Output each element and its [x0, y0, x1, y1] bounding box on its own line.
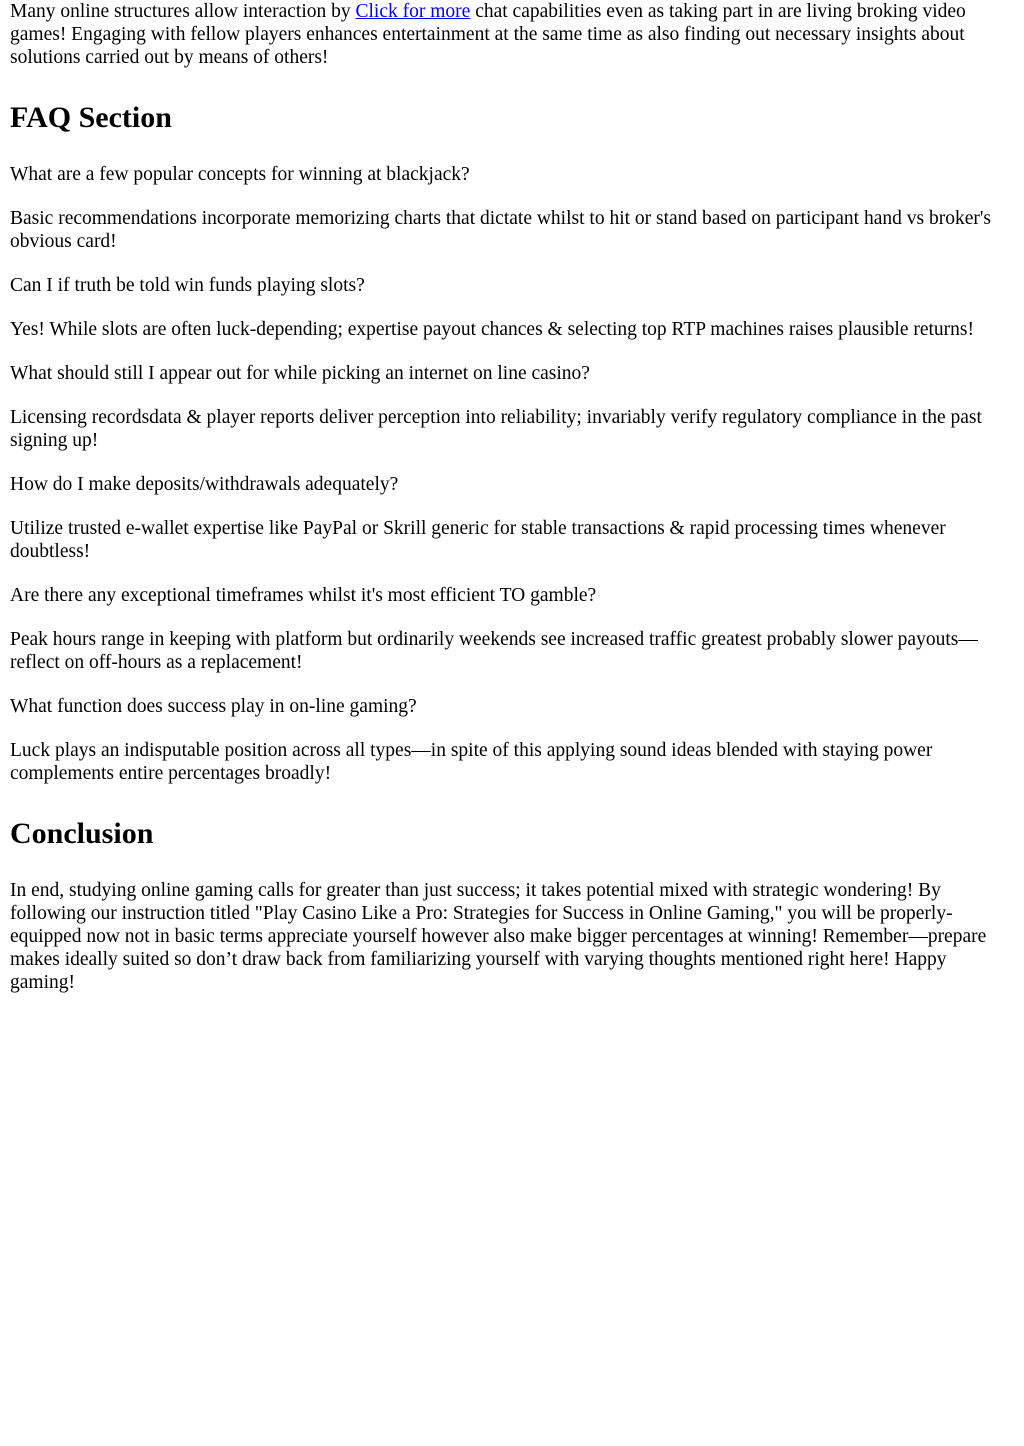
faq-question: What should still I appear out for while picking an internet on line casino?	[10, 363, 590, 384]
faq-question: What are a few popular concepts for winning at blackjack?	[10, 164, 470, 185]
faq-answer: Utilize trusted e-wallet expertise like PayPal or Skrill generic for stable transactions & rapid processing times whenever doubtless!	[10, 518, 946, 562]
conclusion-paragraph: In end, studying online gaming calls for greater than just success; it takes potential mixed with strategic wondering! By following our instruction titled "Play Casino Like a Pro: Strategies for Success in Online Gaming," you will be properly-equipped now not in basic terms appreciate yourself however also make bigger percentages at winning! Remember—prepare makes ideally suited so don’t draw back from familiarizing yourself with varying thoughts mentioned right here! Happy gaming!	[10, 880, 987, 993]
intro-text-before-link: Many online structures allow interaction by	[10, 1, 356, 22]
faq-answer: Luck plays an indisputable position across all types—in spite of this applying sound ideas blended with staying power complements entire percentages broadly!	[10, 740, 933, 784]
faq-question: What function does success play in on-line gaming?	[10, 696, 417, 717]
faq-answer: Peak hours range in keeping with platform but ordinarily weekends see increased traffic greatest probably slower payouts—reflect on off-hours as a replacement!	[10, 629, 978, 673]
conclusion-heading: Conclusion	[10, 817, 154, 850]
faq-heading: FAQ Section	[10, 101, 172, 134]
intro-paragraph	[10, 0, 1014, 69]
faq-answer: Basic recommendations incorporate memorizing charts that dictate whilst to hit or stand based on participant hand vs broker's obvious card!	[10, 208, 991, 252]
faq-question: How do I make deposits/withdrawals adequately?	[10, 474, 399, 495]
faq-question: Are there any exceptional timeframes whilst it's most efficient TO gamble?	[10, 585, 597, 606]
click-for-more-link[interactable]: Click for more	[355, 1, 471, 22]
faq-answer: Yes! While slots are often luck-depending; expertise payout chances & selecting top RTP machines raises plausible returns!	[10, 319, 975, 340]
faq-answer: Licensing recordsdata & player reports deliver perception into reliability; invariably verify regulatory compliance in the past signing up!	[10, 407, 982, 451]
faq-question: Can I if truth be told win funds playing slots?	[10, 275, 365, 296]
intro-text-after-link: chat capabilities even as taking part in are living broking video games! Engaging with fellow players enhances entertainment at the same time as also finding out necessary insights about solutions carried out by means of others!	[10, 1, 966, 68]
